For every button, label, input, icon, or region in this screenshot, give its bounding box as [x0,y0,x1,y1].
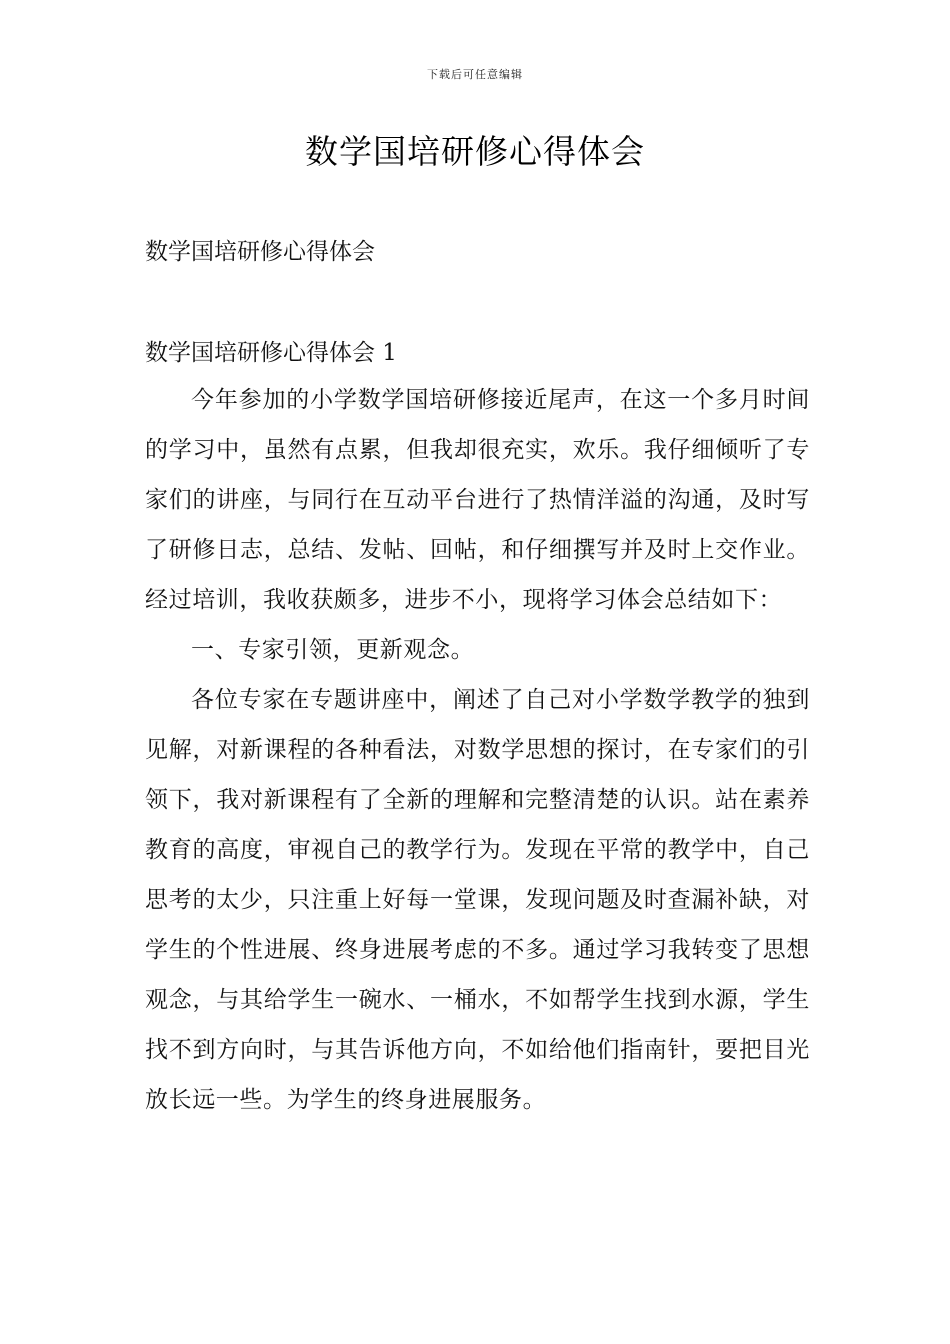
paragraph-heading-one: 一、专家引领，更新观念。 [191,637,475,663]
paragraph-expert-guidance: 各位专家在专题讲座中，阐述了自己对小学数学教学的独到见解，对新课程的各种看法，对数学思想的探讨，在专家们的引领下，我对新课程有了全新的理解和完整清楚的认识。站在素养教育的高度，审视自己的教学行为。发现在平常的教学中，自己思考的太少，只注重上好每一堂课，发现问题及时查漏补缺，对学生的个性进展、终身进展考虑的不多。通过学习我转变了思想观念，与其给学生一碗水、一桶水，不如帮学生找到水源，学生找不到方向时，与其告诉他方向，不如给他们指南针，要把目光放长远一些。为学生的终身进展服务。 [145,687,810,1113]
section-heading: 数学国培研修心得体会 1 [145,340,397,366]
body-text [145,375,810,1125]
document-title: 数学国培研修心得体会 [305,132,645,171]
header-note: 下载后可任意编辑 [427,68,523,81]
document-subtitle: 数学国培研修心得体会 [145,239,375,265]
paragraph-intro: 今年参加的小学数学国培研修接近尾声，在这一个多月时间的学习中，虽然有点累，但我却很充实，欢乐。我仔细倾听了专家们的讲座，与同行在互动平台进行了热情洋溢的沟通，及时写了研修日志，总结、发帖、回帖，和仔细撰写并及时上交作业。经过培训，我收获颇多，进步不小，现将学习体会总结如下： [145,387,810,613]
